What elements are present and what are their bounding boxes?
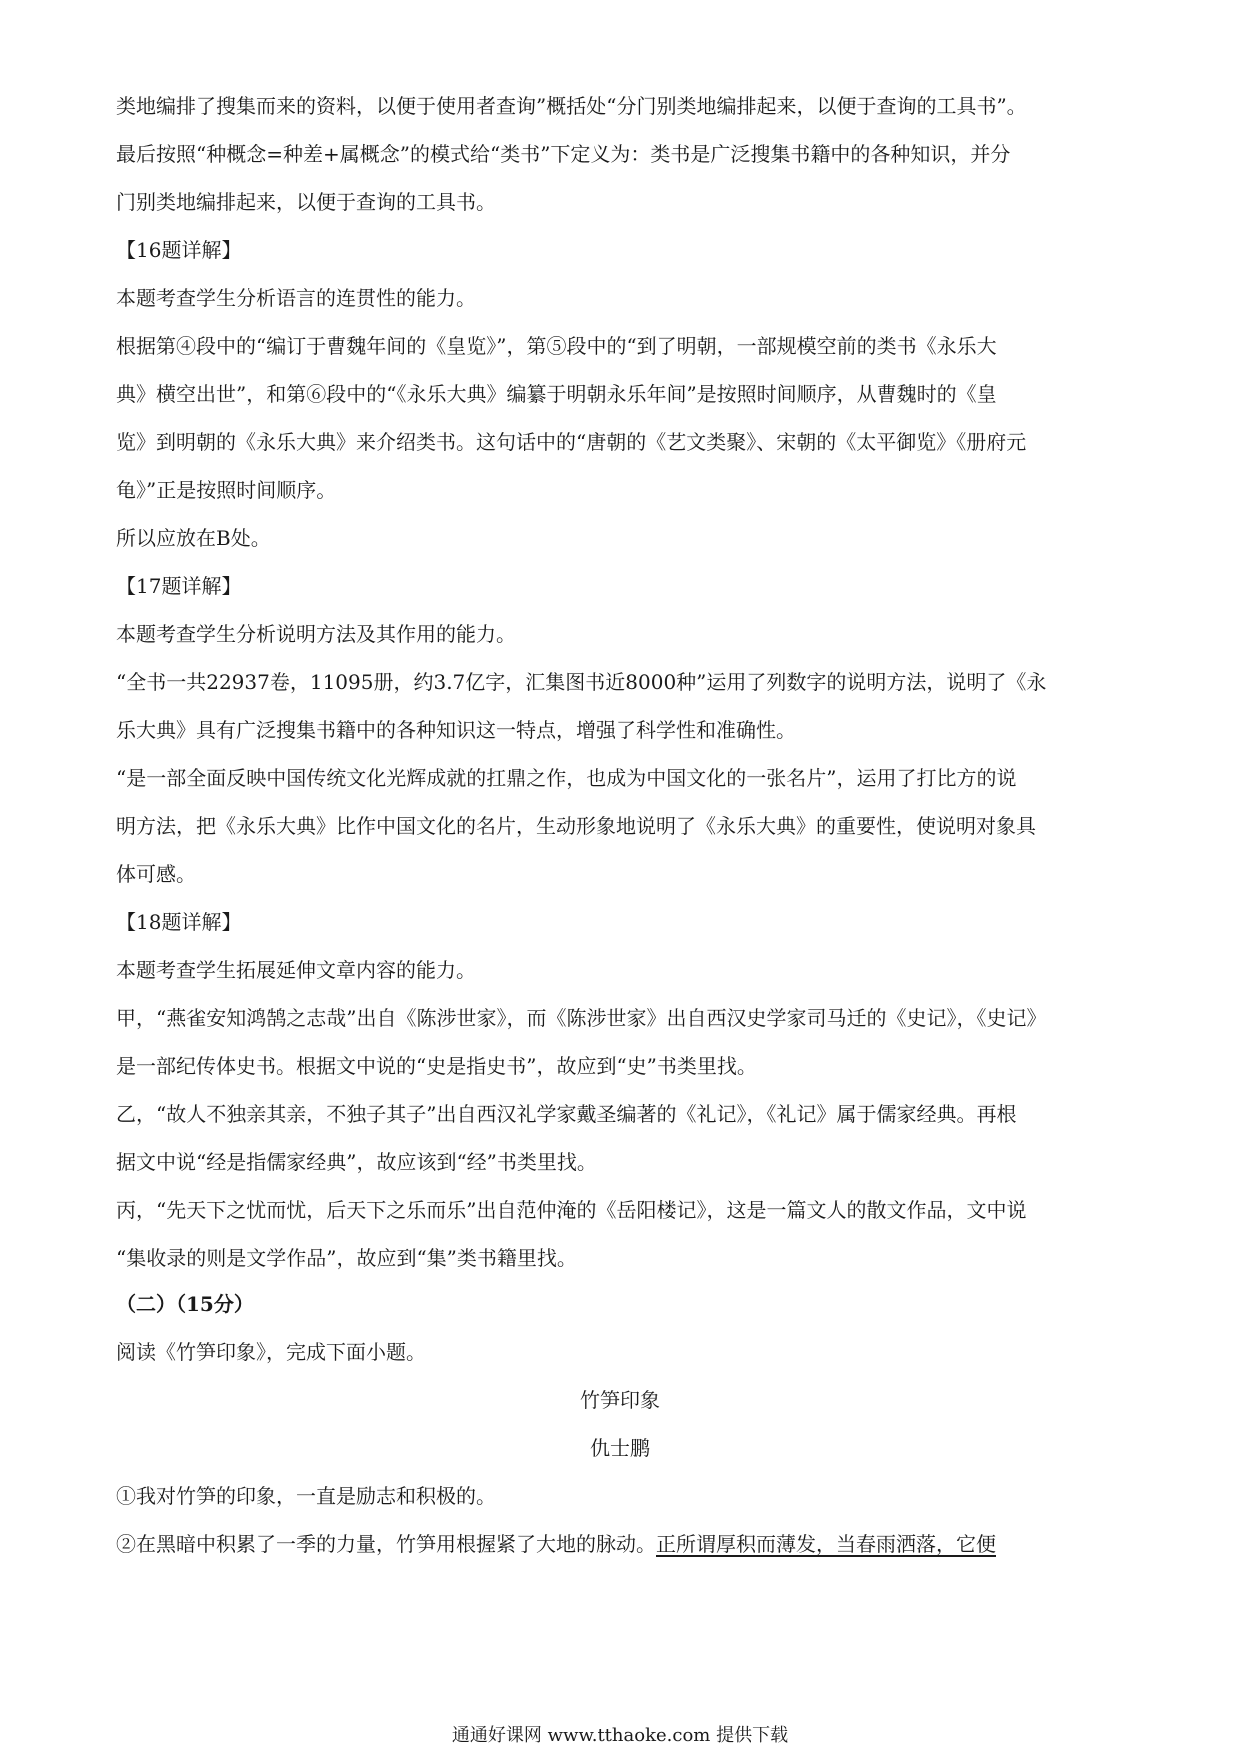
footer-credit: 通通好课网 www.tthaoke.com 提供下载: [451, 1725, 789, 1746]
text-line-19: 本题考查学生拓展延伸文章内容的能力。: [116, 958, 476, 982]
text-line-9: 龟》”正是按照时间顺序。: [116, 478, 337, 502]
reading-instruction: 阅读《竹笋印象》，完成下面小题。: [116, 1340, 426, 1364]
question-17-heading: 【17题详解】: [116, 574, 242, 598]
text-line-20: 甲，“燕雀安知鸿鹄之志哉”出自《陈涉世家》，而《陈涉世家》出自西汉史学家司马迁的《史记》，《史记》: [116, 1006, 1047, 1030]
text-line-25: “集收录的则是文学作品”，故应到“集”类书籍里找。: [116, 1246, 577, 1270]
text-line-23: 据文中说“经是指儒家经典”，故应该到“经”书类里找。: [116, 1150, 597, 1174]
text-line-7: 典》横空出世”，和第⑥段中的“《永乐大典》编纂于明朝永乐年间”是按照时间顺序，从曹魏时的《皇: [116, 382, 997, 406]
article-title: 竹笋印象: [580, 1388, 660, 1412]
paragraph-2-underlined: 正所谓厚积而薄发，当春雨洒落，它便: [656, 1532, 996, 1556]
text-line-15: “是一部全面反映中国传统文化光辉成就的扛鼎之作，也成为中国文化的一张名片”，运用了打比方的说: [116, 766, 1017, 790]
paragraph-2-plain: ②在黑暗中积累了一季的力量，竹笋用根握紧了大地的脉动。: [116, 1532, 656, 1556]
question-18-heading: 【18题详解】: [116, 910, 242, 934]
article-paragraph-2: [116, 1530, 1126, 1558]
text-line-16: 明方法，把《永乐大典》比作中国文化的名片，生动形象地说明了《永乐大典》的重要性，使说明对象具: [116, 814, 1036, 838]
section-heading: （二）（15分）: [116, 1292, 254, 1316]
article-author: 仇士鹏: [590, 1436, 650, 1460]
text-line-14: 乐大典》具有广泛搜集书籍中的各种知识这一特点，增强了科学性和准确性。: [116, 718, 796, 742]
text-line-2: 最后按照“种概念=种差+属概念”的模式给“类书”下定义为：类书是广泛搜集书籍中的各种知识，并分: [116, 142, 1011, 166]
text-line-5: 本题考查学生分析语言的连贯性的能力。: [116, 286, 476, 310]
text-line-21: 是一部纪传体史书。根据文中说的“史是指史书”，故应到“史”书类里找。: [116, 1054, 757, 1078]
text-line-6: 根据第④段中的“编订于曹魏年间的《皇览》”，第⑤段中的“到了明朝，一部规模空前的类书《永乐大: [116, 334, 997, 358]
text-line-17: 体可感。: [116, 862, 196, 886]
text-line-8: 览》到明朝的《永乐大典》来介绍类书。这句话中的“唐朝的《艺文类聚》、宋朝的《太平御览》《册府元: [116, 430, 1027, 454]
question-16-heading: 【16题详解】: [116, 238, 242, 262]
text-line-13: “全书一共22937卷，11095册，约3.7亿字，汇集图书近8000种”运用了列数字的说明方法，说明了《永: [116, 670, 1047, 694]
text-line-12: 本题考查学生分析说明方法及其作用的能力。: [116, 622, 516, 646]
text-line-24: 丙，“先天下之忧而忧，后天下之乐而乐”出自范仲淹的《岳阳楼记》，这是一篇文人的散文作品，文中说: [116, 1198, 1027, 1222]
text-line-3: 门别类地编排起来，以便于查询的工具书。: [116, 190, 496, 214]
text-line-22: 乙，“故人不独亲其亲，不独子其子”出自西汉礼学家戴圣编著的《礼记》，《礼记》属于儒家经典。再根: [116, 1102, 1017, 1126]
article-paragraph-1: ①我对竹笋的印象，一直是励志和积极的。: [116, 1484, 496, 1508]
text-line-10: 所以应放在B处。: [116, 526, 271, 550]
text-line-1: 类地编排了搜集而来的资料，以便于使用者查询”概括处“分门别类地编排起来，以便于查询的工具书”。: [116, 94, 1027, 118]
